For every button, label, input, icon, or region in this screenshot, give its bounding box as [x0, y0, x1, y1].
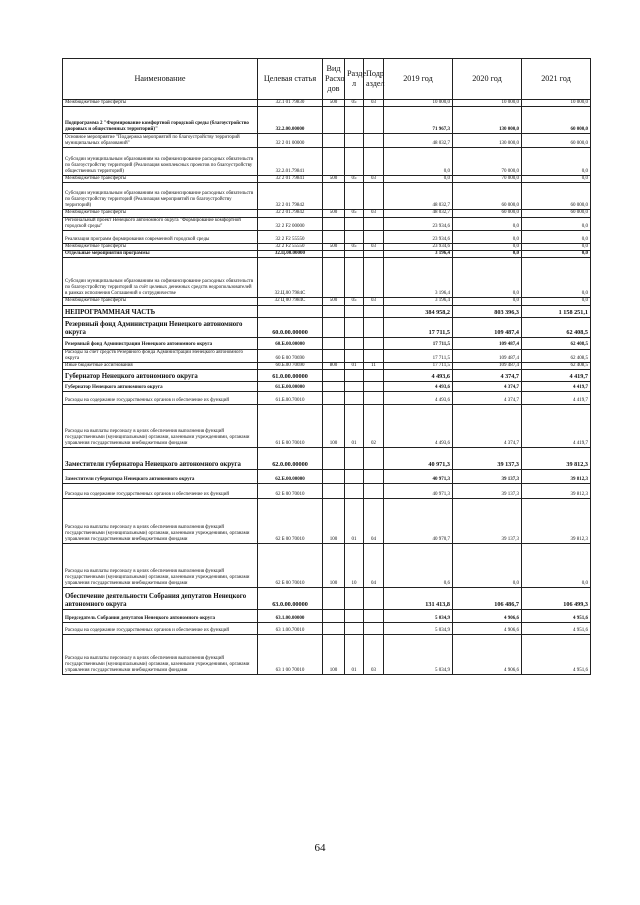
- table-row: [63, 317, 591, 337]
- row-2021: 0,0: [522, 231, 591, 244]
- row-section: [345, 217, 364, 230]
- table-row: [63, 298, 591, 305]
- row-target-article: 32 2 01 00000: [258, 134, 323, 148]
- row-2021: 60 000,0: [522, 210, 591, 217]
- header-name: Наименование: [63, 59, 258, 100]
- row-section: 01: [345, 405, 364, 448]
- row-2021: 60 000,0: [522, 183, 591, 210]
- row-2021: 60 000,0: [522, 107, 591, 134]
- row-target-article: 61 Б 00 70010: [258, 405, 323, 448]
- row-subsection: [364, 148, 384, 176]
- row-2019: 3 196,4: [384, 298, 453, 305]
- row-2019: 3 196,4: [384, 251, 453, 258]
- row-section: [345, 134, 364, 148]
- row-target-article: [258, 305, 323, 317]
- row-2021: 0,0: [522, 148, 591, 176]
- row-2019: 384 958,2: [384, 305, 453, 317]
- row-2021: 39 812,3: [522, 484, 591, 499]
- row-target-article: 60.Б.00 70690: [258, 363, 323, 370]
- row-expense-type: 100: [323, 544, 345, 588]
- row-section: [345, 251, 364, 258]
- row-2020: 4 374,7: [453, 405, 522, 448]
- row-name: Расходы на содержание государственных органов и обеспечение их функций: [63, 484, 258, 499]
- table-row: [63, 210, 591, 217]
- budget-table-sheet: [62, 58, 590, 675]
- table-row: [63, 448, 591, 470]
- row-expense-type: 500: [323, 100, 345, 107]
- table-row: [63, 349, 591, 362]
- row-name: Расходы на содержание государственных органов и обеспечение их функций: [63, 392, 258, 405]
- row-section: 05: [345, 100, 364, 107]
- row-section: [345, 370, 364, 382]
- budget-table: [62, 58, 591, 675]
- row-target-article: 61.Б.00.70010: [258, 392, 323, 405]
- row-name: Обеспечение деятельности Собрания депутатов Ненецкого автономного округа: [63, 588, 258, 610]
- row-2019: 17 711,5: [384, 337, 453, 349]
- table-row: [63, 470, 591, 484]
- row-2021: 4 419,7: [522, 370, 591, 382]
- table-row: [63, 588, 591, 610]
- row-expense-type: [323, 588, 345, 610]
- row-2020: 39 137,3: [453, 448, 522, 470]
- row-section: [345, 392, 364, 405]
- row-2019: 5 034,9: [384, 610, 453, 623]
- row-2021: 4 951,6: [522, 623, 591, 635]
- row-2021: 4 951,6: [522, 635, 591, 675]
- row-expense-type: 500: [323, 176, 345, 183]
- row-expense-type: 500: [323, 244, 345, 251]
- row-2019: 0,0: [384, 176, 453, 183]
- row-expense-type: [323, 217, 345, 230]
- row-name: Заместители губернатора Ненецкого автономного округа: [63, 470, 258, 484]
- row-expense-type: [323, 484, 345, 499]
- table-row: [63, 244, 591, 251]
- row-name: Субсидии муниципальным образованиям на софинансирование расходных обязательств по благоустройству территорий за счёт целевых денежных средств недропользователей в рамках исполнения Соглашений о сотрудничестве: [63, 258, 258, 298]
- row-expense-type: [323, 382, 345, 392]
- row-section: [345, 337, 364, 349]
- row-section: [345, 484, 364, 499]
- row-expense-type: [323, 349, 345, 362]
- row-section: [345, 448, 364, 470]
- row-expense-type: [323, 148, 345, 176]
- row-name: Субсидии муниципальным образованиям на софинансирование расходных обязательств по благоустройству территорий (Реализация комплексных проектов по благоустройству общественных территорий): [63, 148, 258, 176]
- row-2019: 40 970,7: [384, 499, 453, 544]
- row-expense-type: 800: [323, 363, 345, 370]
- row-subsection: 03: [364, 176, 384, 183]
- row-name: Подпрограмма 2 "Формирование комфортной городской среды (благоустройство дворовых и общественных территорий)": [63, 107, 258, 134]
- row-expense-type: 500: [323, 298, 345, 305]
- row-2020: 130 000,0: [453, 134, 522, 148]
- row-target-article: 32 2 F2 55550: [258, 231, 323, 244]
- row-expense-type: 500: [323, 210, 345, 217]
- row-2021: 4 419,7: [522, 382, 591, 392]
- row-2019: 10 000,0: [384, 100, 453, 107]
- row-section: [345, 107, 364, 134]
- row-2021: 10 000,0: [522, 100, 591, 107]
- row-2020: 0,0: [453, 258, 522, 298]
- row-subsection: 03: [364, 635, 384, 675]
- row-2020: 4 374,7: [453, 392, 522, 405]
- row-section: 05: [345, 176, 364, 183]
- row-subsection: [364, 382, 384, 392]
- row-2021: 0,0: [522, 258, 591, 298]
- row-expense-type: [323, 251, 345, 258]
- row-2020: 60 000,0: [453, 210, 522, 217]
- row-section: [345, 317, 364, 337]
- row-expense-type: [323, 258, 345, 298]
- row-target-article: 32 2 F2 00000: [258, 217, 323, 230]
- header-target-article: Целевая статья: [258, 59, 323, 100]
- row-2020: 109 487,4: [453, 349, 522, 362]
- table-row: [63, 134, 591, 148]
- table-row: [63, 484, 591, 499]
- row-target-article: 63 1 00 70010: [258, 635, 323, 675]
- row-expense-type: [323, 337, 345, 349]
- row-subsection: [364, 258, 384, 298]
- row-2019: 40 971,3: [384, 484, 453, 499]
- row-2019: 71 967,3: [384, 107, 453, 134]
- row-2020: 70 000,0: [453, 176, 522, 183]
- row-subsection: [364, 251, 384, 258]
- row-2020: 803 396,3: [453, 305, 522, 317]
- row-name: Межбюджетные трансферты: [63, 176, 258, 183]
- row-2019: 5 034,9: [384, 623, 453, 635]
- row-name: Расходы на содержание государственных органов и обеспечение их функций: [63, 623, 258, 635]
- row-2019: 4 493,6: [384, 382, 453, 392]
- row-name: Субсидии муниципальным образованиям на софинансирование расходных обязательств по благоустройству территорий (Реализация мероприятий по благоустройству территорий): [63, 183, 258, 210]
- row-target-article: 32 Ц 00 7984С: [258, 298, 323, 305]
- row-subsection: 03: [364, 210, 384, 217]
- row-2021: 39 812,3: [522, 499, 591, 544]
- header-expense-type: Вид Расхо дов: [323, 59, 345, 100]
- row-2021: 0,0: [522, 217, 591, 230]
- row-subsection: [364, 305, 384, 317]
- row-target-article: 32.Ц.00.00000: [258, 251, 323, 258]
- row-expense-type: [323, 470, 345, 484]
- table-header-row: [63, 59, 591, 100]
- row-target-article: 60.Б.00.00000: [258, 337, 323, 349]
- row-name: Губернатор Ненецкого автономного округа: [63, 370, 258, 382]
- row-2021: 4 419,7: [522, 392, 591, 405]
- row-section: [345, 610, 364, 623]
- row-section: 10: [345, 544, 364, 588]
- row-2020: 10 000,0: [453, 100, 522, 107]
- row-subsection: [364, 107, 384, 134]
- table-row: [63, 392, 591, 405]
- row-2020: 39 137,3: [453, 470, 522, 484]
- row-2021: 39 812,3: [522, 470, 591, 484]
- row-target-article: 62 Б 00 70010: [258, 484, 323, 499]
- row-2019: 40 971,3: [384, 470, 453, 484]
- row-2020: 4 906,6: [453, 635, 522, 675]
- row-2021: 39 812,3: [522, 448, 591, 470]
- row-2020: 0,0: [453, 298, 522, 305]
- row-section: [345, 258, 364, 298]
- row-expense-type: [323, 448, 345, 470]
- row-2021: 0,0: [522, 176, 591, 183]
- row-section: [345, 588, 364, 610]
- row-name: Расходы на выплаты персоналу в целях обеспечения выполнения функций государственными (муниципальными) органами, казенными учреждениями, органами управления государственными внебюджетными фондами: [63, 544, 258, 588]
- row-2019: 4 493,6: [384, 405, 453, 448]
- row-2020: 109 487,4: [453, 363, 522, 370]
- row-target-article: 32 2 01.79842: [258, 210, 323, 217]
- row-subsection: 03: [364, 244, 384, 251]
- row-2020: 4 374,7: [453, 370, 522, 382]
- row-section: [345, 183, 364, 210]
- row-section: [345, 349, 364, 362]
- table-row: [63, 610, 591, 623]
- row-subsection: [364, 448, 384, 470]
- row-2020: 0,0: [453, 244, 522, 251]
- row-2020: 0,0: [453, 231, 522, 244]
- table-row: [63, 363, 591, 370]
- row-name: Расходы на выплаты персоналу в целях обеспечения выполнения функций государственными (муниципальными) органами, казенными учреждениями, органами управления государственными внебюджетными фондами: [63, 635, 258, 675]
- row-2019: 48 032,7: [384, 210, 453, 217]
- row-2021: 62 408,5: [522, 337, 591, 349]
- row-2019: 40 971,3: [384, 448, 453, 470]
- row-expense-type: [323, 623, 345, 635]
- row-expense-type: 100: [323, 635, 345, 675]
- row-name: Заместители губернатора Ненецкого автономного округа: [63, 448, 258, 470]
- row-target-article: 63 1.00.70010: [258, 623, 323, 635]
- row-2020: 39 137,3: [453, 484, 522, 499]
- header-2020: 2020 год: [453, 59, 522, 100]
- row-target-article: 60.0.00.00000: [258, 317, 323, 337]
- table-row: [63, 337, 591, 349]
- row-2020: 4 906,6: [453, 610, 522, 623]
- row-2020: 0,0: [453, 251, 522, 258]
- row-name: Реализация программ формирования современной городской среды: [63, 231, 258, 244]
- row-subsection: [364, 217, 384, 230]
- row-section: [345, 623, 364, 635]
- row-2019: 0,6: [384, 544, 453, 588]
- row-2021: 4 951,6: [522, 610, 591, 623]
- table-row: [63, 499, 591, 544]
- table-row: [63, 100, 591, 107]
- row-2021: 1 158 251,1: [522, 305, 591, 317]
- row-2019: 4 493,6: [384, 370, 453, 382]
- row-2019: 17 711,5: [384, 363, 453, 370]
- row-section: 01: [345, 635, 364, 675]
- row-subsection: [364, 392, 384, 405]
- row-name: Расходы на выплаты персоналу в целях обеспечения выполнения функций государственными (муниципальными) органами, казенными учреждениями, органами управления государственными внебюджетными фондами: [63, 499, 258, 544]
- row-2020: 0,0: [453, 217, 522, 230]
- row-2021: 106 499,3: [522, 588, 591, 610]
- row-section: [345, 382, 364, 392]
- row-2019: 48 032,7: [384, 183, 453, 210]
- row-section: [345, 231, 364, 244]
- row-name: Резервный фонд Администрации Ненецкого автономного округа: [63, 337, 258, 349]
- table-row: [63, 405, 591, 448]
- row-2019: 17 711,5: [384, 317, 453, 337]
- row-target-article: 60 Б 00 70690: [258, 349, 323, 362]
- row-2020: 4 906,6: [453, 623, 522, 635]
- table-row: [63, 382, 591, 392]
- row-2019: 23 934,6: [384, 244, 453, 251]
- row-target-article: 61.0.00.00000: [258, 370, 323, 382]
- row-2019: 23 934,6: [384, 217, 453, 230]
- row-2019: 3 196,4: [384, 258, 453, 298]
- table-row: [63, 183, 591, 210]
- table-row: [63, 231, 591, 244]
- row-name: Иные бюджетные ассигнования: [63, 363, 258, 370]
- row-2021: 0,0: [522, 244, 591, 251]
- row-2021: 0,0: [522, 298, 591, 305]
- table-row: [63, 217, 591, 230]
- row-section: 01: [345, 499, 364, 544]
- row-expense-type: 100: [323, 499, 345, 544]
- row-expense-type: 100: [323, 405, 345, 448]
- row-subsection: [364, 588, 384, 610]
- row-2020: 70 000,0: [453, 148, 522, 176]
- row-subsection: [364, 370, 384, 382]
- table-row: [63, 370, 591, 382]
- row-target-article: 63.0.00.00000: [258, 588, 323, 610]
- row-2020: 60 000,0: [453, 183, 522, 210]
- table-row: [63, 635, 591, 675]
- row-target-article: 62 Б 00 70010: [258, 499, 323, 544]
- row-subsection: 11: [364, 363, 384, 370]
- row-subsection: [364, 623, 384, 635]
- row-subsection: 04: [364, 544, 384, 588]
- row-name: Основное мероприятие "Поддержка мероприятий по благоустройству территорий муниципальных образований": [63, 134, 258, 148]
- row-name: Межбюджетные трансферты: [63, 244, 258, 251]
- table-row: [63, 258, 591, 298]
- row-name: Межбюджетные трансферты: [63, 298, 258, 305]
- row-target-article: 32.1 01 79830: [258, 100, 323, 107]
- row-expense-type: [323, 134, 345, 148]
- row-2019: 17 711,5: [384, 349, 453, 362]
- row-target-article: 32 2 01 79841: [258, 176, 323, 183]
- row-name: Отдельные мероприятия программы: [63, 251, 258, 258]
- row-2021: 62 408,5: [522, 349, 591, 362]
- header-2019: 2019 год: [384, 59, 453, 100]
- row-section: 01: [345, 363, 364, 370]
- header-subsection: Подр аздел: [364, 59, 384, 100]
- row-target-article: 62.0.00.00000: [258, 448, 323, 470]
- row-expense-type: [323, 231, 345, 244]
- row-2021: 60 000,0: [522, 134, 591, 148]
- row-target-article: 62.Б.00.00000: [258, 470, 323, 484]
- row-name: Межбюджетные трансферты: [63, 210, 258, 217]
- row-2019: 23 934,6: [384, 231, 453, 244]
- row-section: 05: [345, 298, 364, 305]
- table-body: [63, 100, 591, 675]
- row-section: [345, 305, 364, 317]
- row-subsection: 04: [364, 499, 384, 544]
- row-2019: 48 032,7: [384, 134, 453, 148]
- row-name: Председатель Собрания депутатов Ненецкого автономного округа: [63, 610, 258, 623]
- row-subsection: 03: [364, 100, 384, 107]
- row-target-article: 32.2.01.79841: [258, 148, 323, 176]
- row-2021: 62 408,5: [522, 363, 591, 370]
- row-section: 05: [345, 244, 364, 251]
- table-row: [63, 251, 591, 258]
- header-section: Разде л: [345, 59, 364, 100]
- row-name: Резервный фонд Администрации Ненецкого автономного округа: [63, 317, 258, 337]
- table-row: [63, 148, 591, 176]
- row-subsection: [364, 484, 384, 499]
- row-2021: 4 419,7: [522, 405, 591, 448]
- row-expense-type: [323, 183, 345, 210]
- row-2020: 39 137,3: [453, 499, 522, 544]
- row-target-article: 62 Б 00 70010: [258, 544, 323, 588]
- row-expense-type: [323, 392, 345, 405]
- row-subsection: [364, 337, 384, 349]
- row-name: Региональный проект Ненецкого автономного округа "Формирование комфортной городской среды": [63, 217, 258, 230]
- row-name: Расходы на выплаты персоналу в целях обеспечения выполнения функций государственными (муниципальными) органами, казенными учреждениями, органами управления государственными внебюджетными фондами: [63, 405, 258, 448]
- row-target-article: 32 2 01 79842: [258, 183, 323, 210]
- row-2019: 131 413,8: [384, 588, 453, 610]
- row-subsection: [364, 610, 384, 623]
- row-target-article: 32.2.00.00000: [258, 107, 323, 134]
- page-number: 64: [314, 842, 326, 854]
- table-row: [63, 544, 591, 588]
- row-subsection: [364, 317, 384, 337]
- table-row: [63, 623, 591, 635]
- row-2019: 5 034,9: [384, 635, 453, 675]
- row-subsection: 03: [364, 298, 384, 305]
- row-section: 05: [345, 210, 364, 217]
- row-2020: 109 487,4: [453, 317, 522, 337]
- row-2020: 106 486,7: [453, 588, 522, 610]
- row-subsection: [364, 231, 384, 244]
- row-expense-type: [323, 107, 345, 134]
- row-subsection: [364, 134, 384, 148]
- table-row: [63, 176, 591, 183]
- row-2020: 130 000,0: [453, 107, 522, 134]
- table-row: [63, 107, 591, 134]
- row-2020: 4 374,7: [453, 382, 522, 392]
- row-name: Губернатор Ненецкого автономного округа: [63, 382, 258, 392]
- row-target-article: 63.1.00.00000: [258, 610, 323, 623]
- table-row: [63, 305, 591, 317]
- row-target-article: 32 2 F2 55550: [258, 244, 323, 251]
- row-name: Расходы за счёт средств Резервного фонда Администрации Ненецкого автономного округа: [63, 349, 258, 362]
- row-2021: 62 408,5: [522, 317, 591, 337]
- row-subsection: [364, 349, 384, 362]
- row-subsection: [364, 183, 384, 210]
- row-expense-type: [323, 610, 345, 623]
- row-section: [345, 148, 364, 176]
- row-subsection: 02: [364, 405, 384, 448]
- row-section: [345, 470, 364, 484]
- row-expense-type: [323, 317, 345, 337]
- row-2021: 0,0: [522, 251, 591, 258]
- row-2019: 0,0: [384, 148, 453, 176]
- row-target-article: 32.Ц.00 7984С: [258, 258, 323, 298]
- row-expense-type: [323, 370, 345, 382]
- row-name: Межбюджетные трансферты: [63, 100, 258, 107]
- row-2019: 4 493,6: [384, 392, 453, 405]
- row-name: НЕПРОГРАММНАЯ ЧАСТЬ: [63, 305, 258, 317]
- header-2021: 2021 год: [522, 59, 591, 100]
- row-subsection: [364, 470, 384, 484]
- row-2020: 0,0: [453, 544, 522, 588]
- row-2021: 0,0: [522, 544, 591, 588]
- row-target-article: 61.Б.00.00000: [258, 382, 323, 392]
- row-2020: 109 487,4: [453, 337, 522, 349]
- row-expense-type: [323, 305, 345, 317]
